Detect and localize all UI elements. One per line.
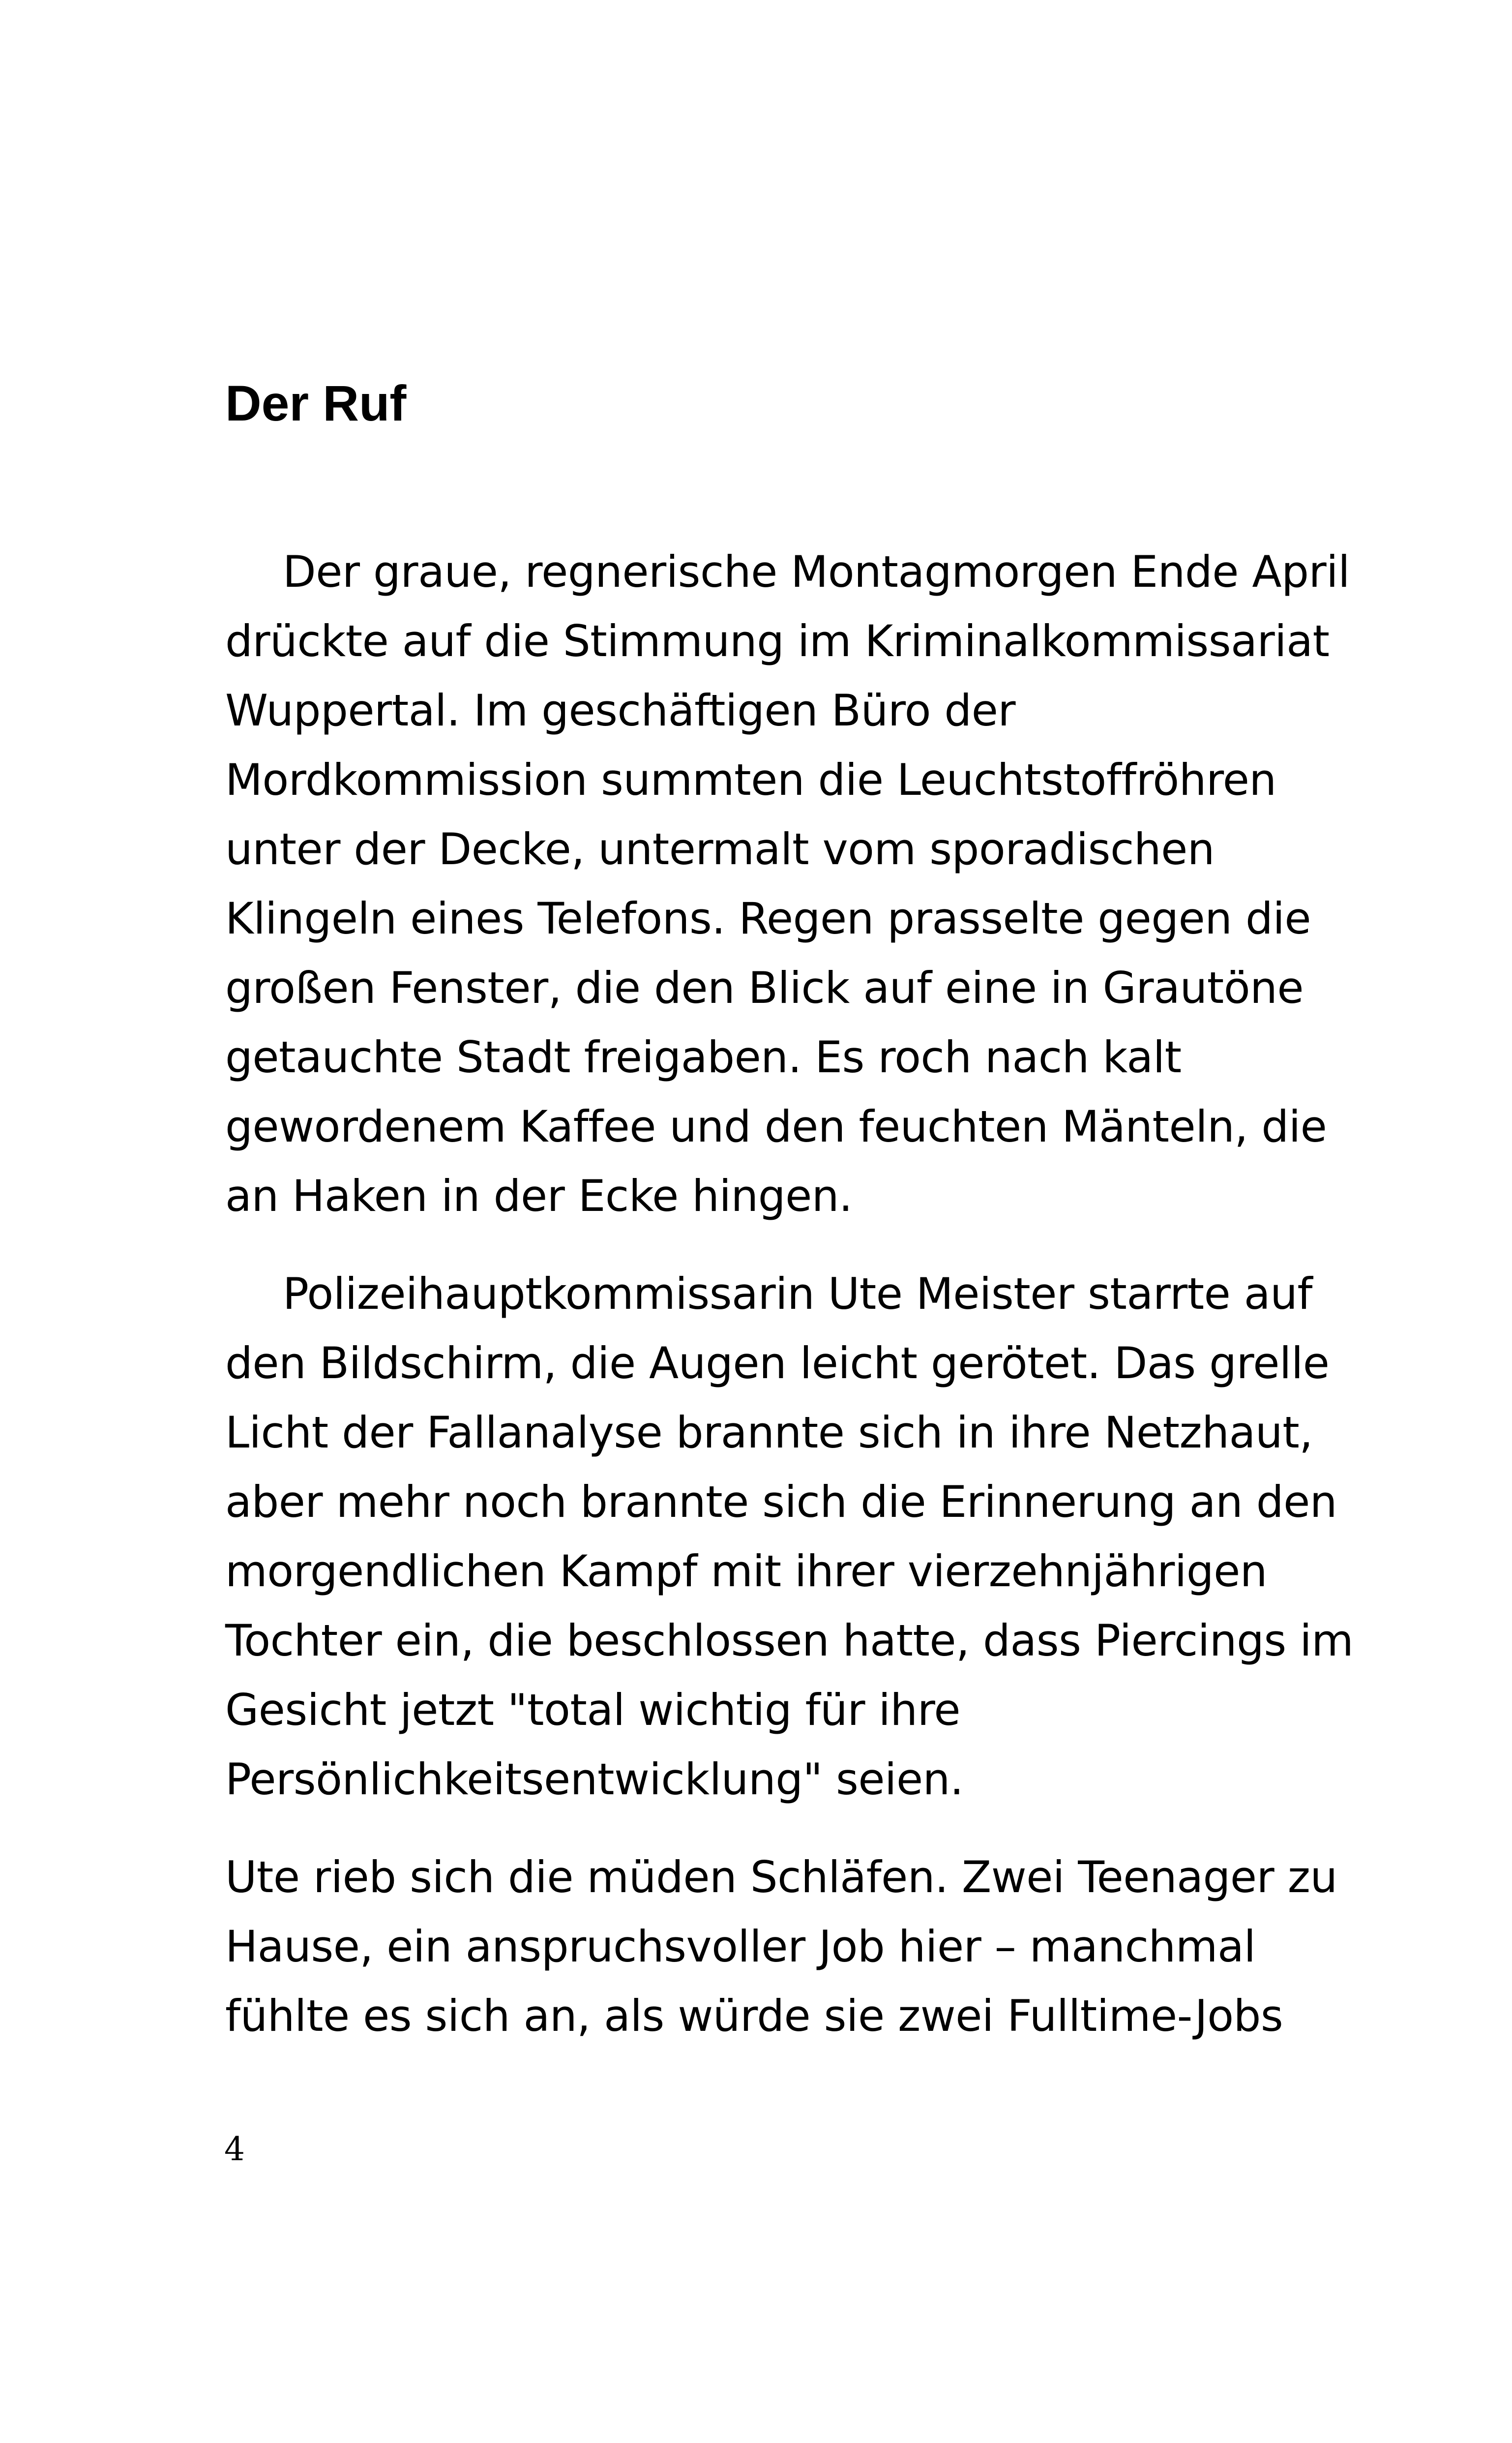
text-line: Licht der Fallanalyse brannte sich in ihre Netzhaut, — [225, 1407, 1313, 1458]
text-line: großen Fenster, die den Blick auf eine in Grautöne — [225, 963, 1304, 1013]
text-line: Persönlichkeitsentwicklung" seien. — [225, 1754, 964, 1805]
body-text — [225, 537, 1354, 2079]
text-line: Hause, ein anspruchsvoller Job hier – manchmal — [225, 1921, 1256, 1972]
text-line: getauchte Stadt freigaben. Es roch nach kalt — [225, 1032, 1182, 1083]
text-line: unter der Decke, untermalt vom sporadischen — [225, 824, 1215, 875]
paragraph-2 — [225, 1259, 1354, 1814]
text-line: Gesicht jetzt "total wichtig für ihre — [225, 1685, 961, 1735]
page-number: 4 — [224, 2130, 245, 2168]
text-line: gewordenem Kaffee und den feuchten Mänteln, die — [225, 1101, 1327, 1152]
chapter-title: Der Ruf — [225, 375, 407, 431]
text-line: aber mehr noch brannte sich die Erinnerung an den — [225, 1477, 1337, 1527]
text-line: Der graue, regnerische Montagmorgen Ende April — [283, 546, 1350, 597]
text-line: morgendlichen Kampf mit ihrer vierzehnjährigen — [225, 1546, 1268, 1597]
text-line: Mordkommission summten die Leuchtstoffröhren — [225, 754, 1276, 805]
text-line: Tochter ein, die beschlossen hatte, dass Piercings im — [225, 1615, 1354, 1666]
paragraph-1 — [225, 537, 1350, 1231]
text-line: Wuppertal. Im geschäftigen Büro der — [225, 685, 1016, 736]
paragraph-3 — [225, 1842, 1337, 2051]
text-line: Polizeihauptkommissarin Ute Meister starrte auf — [283, 1268, 1312, 1319]
text-line: drückte auf die Stimmung im Kriminalkommissariat — [225, 616, 1330, 666]
text-line: fühlte es sich an, als würde sie zwei Fulltime-Jobs — [225, 1991, 1283, 2041]
text-line: Klingeln eines Telefons. Regen prasselte gegen die — [225, 893, 1311, 944]
text-line: an Haken in der Ecke hingen. — [225, 1171, 853, 1221]
text-line: den Bildschirm, die Augen leicht gerötet. Das grelle — [225, 1338, 1330, 1388]
text-line: Ute rieb sich die müden Schläfen. Zwei Teenager zu — [225, 1852, 1337, 1902]
